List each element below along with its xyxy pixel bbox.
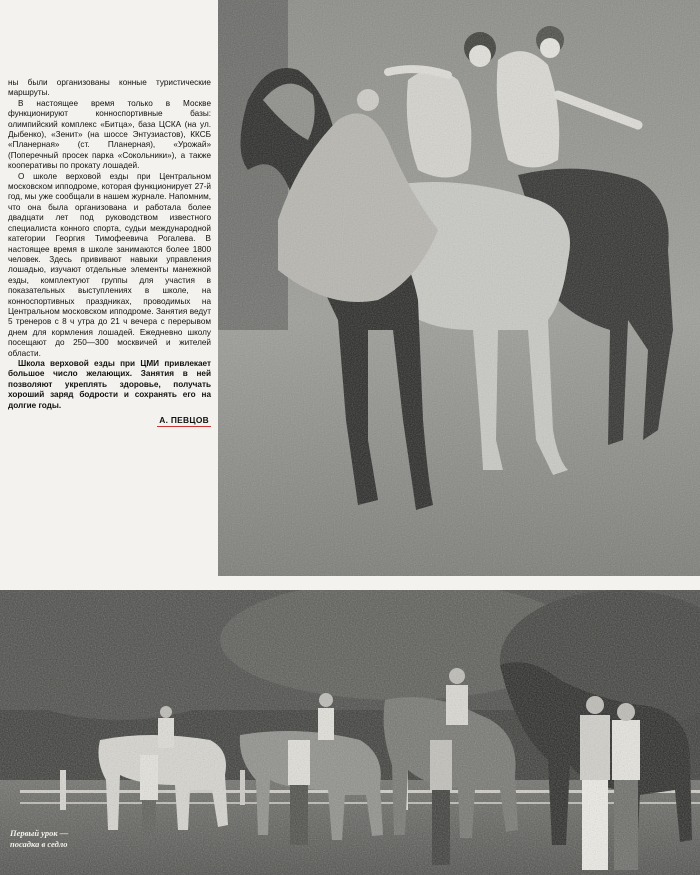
top-photo-riders xyxy=(218,0,700,576)
photo-caption xyxy=(10,828,120,850)
article-paragraph: О школе верховой езды при Центральном московском ипподроме, которая функционирует 27-й год, мы уже сообщали в нашем журнале. Напомним, что она была организована и работала более двадцати лет под руководством известного специалиста конного спорта, судьи международной категории Георгия Тимофеевича Рогалева. В настоящее время в школе занимаются более 1800 человек. Здесь прививают навыки управления лошадью, изучают отдельные элементы манежной езды, комплектуют группы для участия в показательных выступлениях в школе, на конноспортивных праздниках, проводимых на Центральном московском ипподроме. Занятия ведут 5 тренеров с 8 ч утра до 21 ч вечера с перерывом днем для кормления лошадей. Ежедневно школу посещают до 250—300 москвичей и жителей области. xyxy=(8,171,211,358)
author-signature xyxy=(8,415,211,425)
article-paragraph: ны были организованы конные туристические маршруты. xyxy=(8,78,211,98)
caption-line: Первый урок — xyxy=(10,828,69,838)
article-text-column xyxy=(8,78,211,425)
caption-line: посадка в седло xyxy=(10,839,68,849)
article-paragraph: В настоящее время только в Москве функционируют конноспортивные базы: олимпийский комплекс «Битца», база ЦСКА (на ул. Дыбенко), «Зенит» (на шоссе Энтузиастов), ККСБ «Планерная» (ст. Планерная), «Урожай» (Поперечный просек парка «Сокольники»), а также кооперативы по прокату лошадей. xyxy=(8,98,211,171)
article-paragraph: Школа верховой езды при ЦМИ привлекает большое число желающих. Занятия в ней позволяют укреплять здоровье, получать хороший заряд бодрости и сохранять его на долгие годы. xyxy=(8,358,211,410)
author-name: А. ПЕВЦОВ xyxy=(159,415,209,425)
